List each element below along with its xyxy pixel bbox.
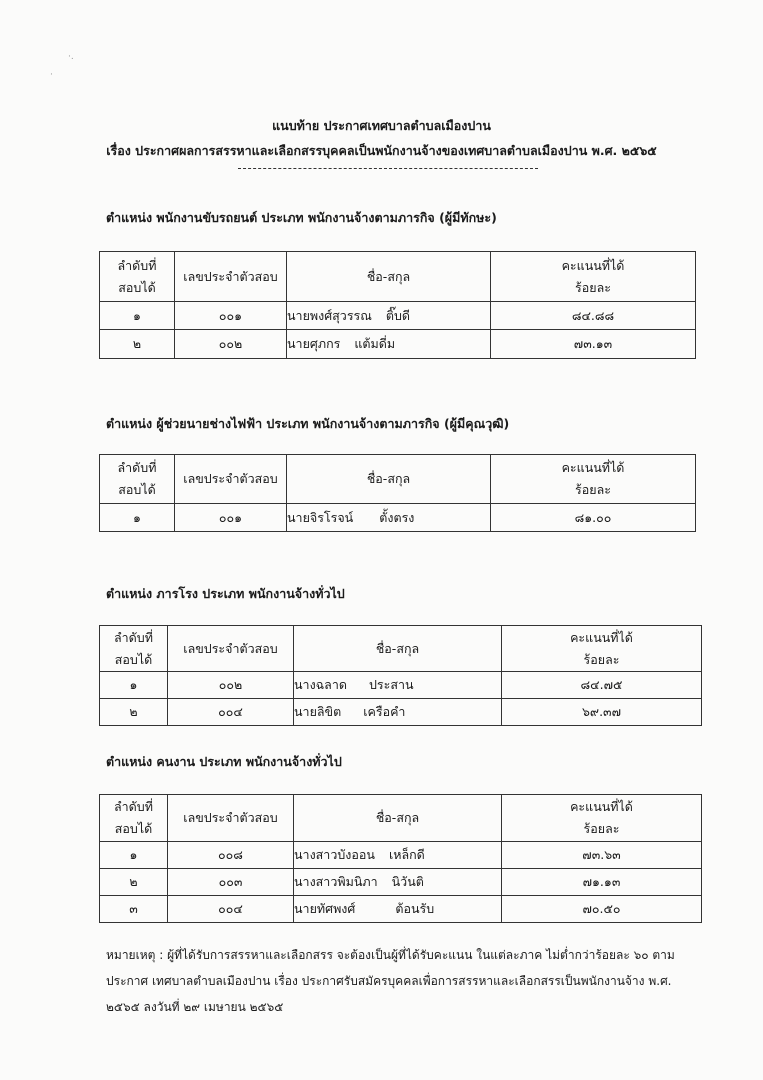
table-row [100, 672, 702, 699]
score-cell: ๘๔.๘๘ [491, 302, 696, 330]
score-table-driver [99, 251, 696, 359]
col-score-header: คะแนนที่ได้ ร้อยละ [502, 795, 702, 842]
exam-id-cell: ๐๐๓ [168, 869, 294, 896]
col-rank-header: ลำดับที่ สอบได้ [100, 626, 168, 672]
heading-divider [238, 168, 538, 169]
document-heading: แนบท้าย ประกาศเทศบาลตำบลเมืองปาน [272, 118, 491, 133]
col-score-header: คะแนนที่ได้ ร้อยละ [491, 455, 696, 504]
col-rank-header: ลำดับที่ สอบได้ [100, 252, 175, 302]
exam-id-cell: ๐๐๔ [168, 896, 294, 923]
exam-id-cell: ๐๐๔ [168, 699, 294, 726]
score-cell: ๘๑.๐๐ [491, 504, 696, 532]
score-table-janitor [99, 625, 702, 726]
name-cell: นายศุภกร แต้มดี่ม [287, 330, 491, 359]
name-cell: นายทัศพงศ์ ต้อนรับ [294, 896, 502, 923]
rank-cell: ๑ [100, 302, 175, 330]
rank-cell: ๒ [100, 699, 168, 726]
name-cell: นายจิรโรจน์ ตั้งตรง [287, 504, 491, 532]
table-header-row [100, 626, 702, 672]
section-title-worker: ตำแหน่ง คนงาน ประเภท พนักงานจ้างทั่วไป [106, 754, 342, 769]
score-cell: ๖๙.๓๗ [502, 699, 702, 726]
score-table-worker [99, 794, 702, 923]
col-id-header: เลขประจำตัวสอบ [168, 626, 294, 672]
table-header-row [100, 252, 696, 302]
table-header-row [100, 455, 696, 504]
col-rank-header: ลำดับที่ สอบได้ [100, 455, 175, 504]
table-row [100, 302, 696, 330]
rank-cell: ๑ [100, 672, 168, 699]
table-row [100, 504, 696, 532]
rank-cell: ๑ [100, 504, 175, 532]
name-cell: นางสาวพิมนิภา นิวันติ [294, 869, 502, 896]
exam-id-cell: ๐๐๑ [175, 302, 287, 330]
col-id-header: เลขประจำตัวสอบ [175, 252, 287, 302]
exam-id-cell: ๐๐๑ [175, 504, 287, 532]
name-cell: นางสาวบังออน เหล็กดี [294, 842, 502, 869]
score-cell: ๗๓.๖๓ [502, 842, 702, 869]
exam-id-cell: ๐๐๒ [168, 672, 294, 699]
col-name-header: ชื่อ-สกุล [294, 626, 502, 672]
footnote: หมายเหตุ : ผู้ที่ได้รับการสรรหาและเลือกสรร จะต้องเป็นผู้ที่ได้รับคะแนน ในแต่ละภาค ไม่ต่ำกว่าร้อยละ ๖๐ ตามประกาศ เทศบาลตำบลเมืองปาน เรื่อง ประกาศรับสมัครบุคคลเพื่อการสรรหาและเลือกสรรเป็นพนักงานจ้าง พ.ศ. ๒๕๖๕ ลงวันที่ ๒๙ เมษายน ๒๕๖๕ [106, 948, 675, 1014]
score-table-electrician [99, 454, 696, 532]
table-row [100, 330, 696, 359]
score-cell: ๗๓.๑๓ [491, 330, 696, 359]
col-name-header: ชื่อ-สกุล [294, 795, 502, 842]
col-id-header: เลขประจำตัวสอบ [175, 455, 287, 504]
table-row [100, 699, 702, 726]
score-cell: ๗๐.๕๐ [502, 896, 702, 923]
section-title-driver: ตำแหน่ง พนักงานขับรถยนต์ ประเภท พนักงานจ้างตามภารกิจ (ผู้มีทักษะ) [106, 210, 497, 225]
rank-cell: ๓ [100, 896, 168, 923]
score-cell: ๗๑.๑๓ [502, 869, 702, 896]
exam-id-cell: ๐๐๒ [175, 330, 287, 359]
table-row [100, 842, 702, 869]
section-title-janitor: ตำแหน่ง ภารโรง ประเภท พนักงานจ้างทั่วไป [106, 586, 345, 601]
table-header-row [100, 795, 702, 842]
rank-cell: ๒ [100, 330, 175, 359]
name-cell: นางฉลาด ประสาน [294, 672, 502, 699]
table-row [100, 869, 702, 896]
col-score-header: คะแนนที่ได้ ร้อยละ [502, 626, 702, 672]
col-id-header: เลขประจำตัวสอบ [168, 795, 294, 842]
name-cell: นายลิขิต เครือคำ [294, 699, 502, 726]
col-name-header: ชื่อ-สกุล [287, 252, 491, 302]
name-cell: นายพงศ์สุวรรณ ติ๊บดี [287, 302, 491, 330]
col-score-header: คะแนนที่ได้ ร้อยละ [491, 252, 696, 302]
section-title-electrician: ตำแหน่ง ผู้ช่วยนายช่างไฟฟ้า ประเภท พนักงานจ้างตามภารกิจ (ผู้มีคุณวุฒิ) [106, 416, 510, 431]
rank-cell: ๒ [100, 869, 168, 896]
scan-speck: ·. [68, 52, 74, 62]
rank-cell: ๑ [100, 842, 168, 869]
scan-speck: · [50, 70, 53, 80]
col-name-header: ชื่อ-สกุล [287, 455, 491, 504]
col-rank-header: ลำดับที่ สอบได้ [100, 795, 168, 842]
score-cell: ๘๔.๗๕ [502, 672, 702, 699]
exam-id-cell: ๐๐๘ [168, 842, 294, 869]
table-row [100, 896, 702, 923]
document-subject: เรื่อง ประกาศผลการสรรหาและเลือกสรรบุคคลเป็นพนักงานจ้างของเทศบาลตำบลเมืองปาน พ.ศ. ๒๕๖๕ [106, 143, 657, 158]
